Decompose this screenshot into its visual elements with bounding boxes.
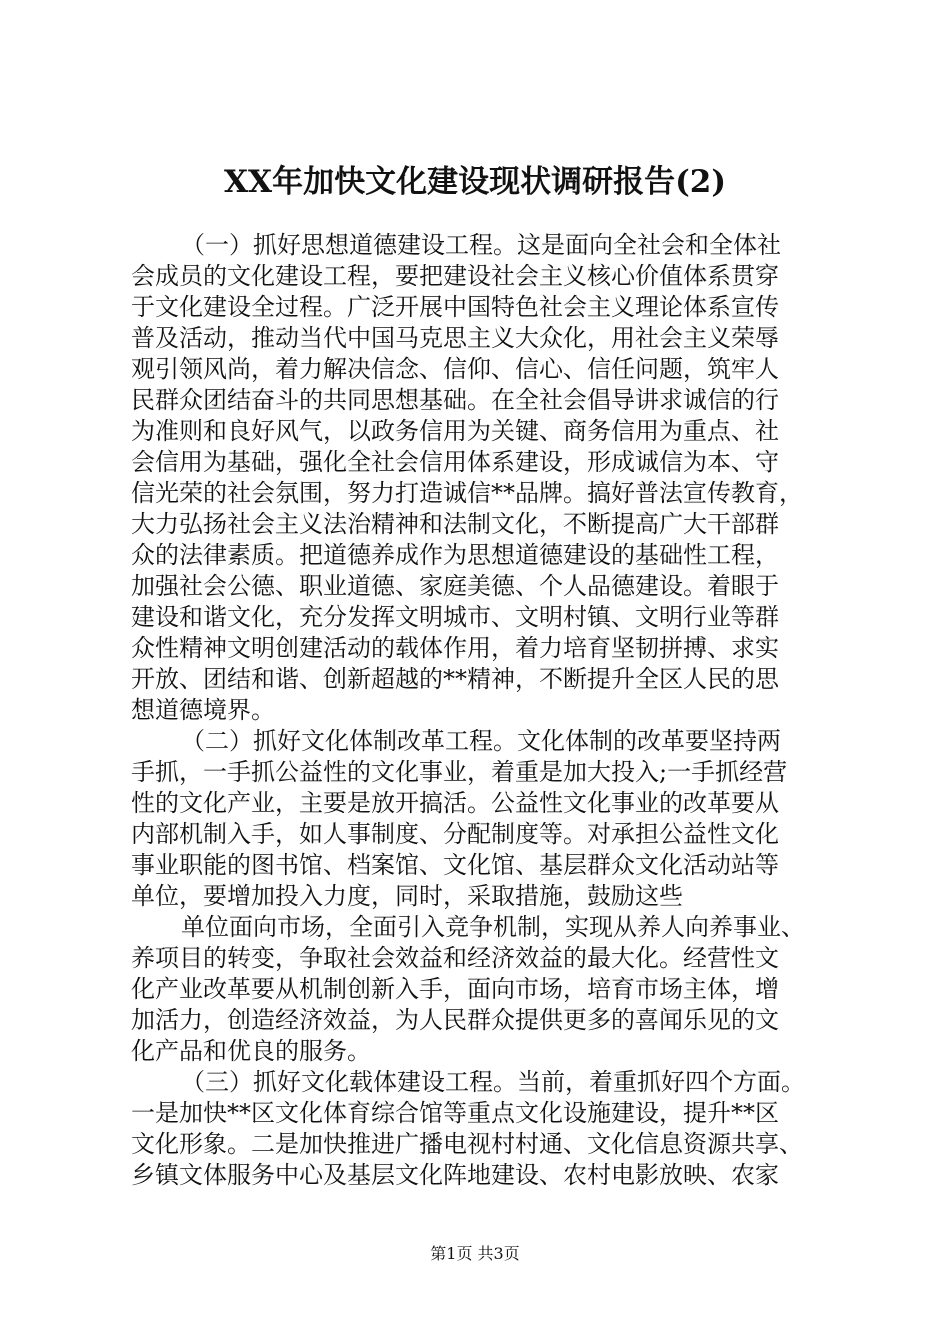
paragraph-1-line-9: 信光荣的社会氛围，努力打造诚信**品牌。搞好普法宣传教育， [131,479,803,507]
paragraph-2-line-3: 性的文化产业，主要是放开搞活。公益性文化事业的改革要从 [131,789,779,817]
paragraph-1-line-16: 想道德境界。 [131,696,275,724]
paragraph-1-line-6: 民群众团结奋斗的共同思想基础。在全社会倡导讲求诚信的行 [131,386,779,414]
paragraph-4-line-4: 乡镇文体服务中心及基层文化阵地建设、农村电影放映、农家 [131,1161,779,1189]
paragraph-1-line-8: 会信用为基础，强化全社会信用体系建设，形成诚信为本、守 [131,448,779,476]
page-number-footer: 第1页 共3页 [430,1244,520,1263]
paragraph-1-line-7: 为准则和良好风气，以政务信用为关键、商务信用为重点、社 [131,417,779,445]
paragraph-4-line-2: 一是加快**区文化体育综合馆等重点文化设施建设，提升**区 [131,1099,779,1127]
paragraph-1-line-14: 众性精神文明创建活动的载体作用，着力培育坚韧拼搏、求实 [131,634,779,662]
document-title: XX年加快文化建设现状调研报告(2) [223,164,726,200]
paragraph-3-line-5: 化产品和优良的服务。 [131,1037,371,1065]
paragraph-2-line-4: 内部机制入手，如人事制度、分配制度等。对承担公益性文化 [131,820,779,848]
paragraph-1-line-10: 大力弘扬社会主义法治精神和法制文化，不断提高广大干部群 [131,510,779,538]
paragraph-4-line-3: 文化形象。二是加快推进广播电视村村通、文化信息资源共享、 [131,1130,803,1158]
paragraph-2-line-2: 手抓，一手抓公益性的文化事业，着重是加大投入;一手抓经营 [131,758,788,786]
paragraph-1-line-11: 众的法律素质。把道德养成作为思想道德建设的基础性工程， [131,541,779,569]
paragraph-1-line-15: 开放、团结和谐、创新超越的**精神，不断提升全区人民的思 [131,665,779,693]
paragraph-3-line-4: 加活力，创造经济效益，为人民群众提供更多的喜闻乐见的文 [131,1006,779,1034]
paragraph-2-line-1: （二）抓好文化体制改革工程。文化体制的改革要坚持两 [181,727,781,755]
paragraph-1-line-4: 普及活动，推动当代中国马克思主义大众化，用社会主义荣辱 [131,324,779,352]
paragraph-1-line-13: 建设和谐文化，充分发挥文明城市、文明村镇、文明行业等群 [131,603,779,631]
paragraph-2-line-5: 事业职能的图书馆、档案馆、文化馆、基层群众文化活动站等 [131,851,779,879]
paragraph-1-line-12: 加强社会公德、职业道德、家庭美德、个人品德建设。着眼于 [131,572,779,600]
paragraph-1-line-5: 观引领风尚，着力解决信念、信仰、信心、信任问题，筑牢人 [131,355,779,383]
document-body [131,230,831,1191]
paragraph-3-line-2: 养项目的转变，争取社会效益和经济效益的最大化。经营性文 [131,944,779,972]
paragraph-1-line-3: 于文化建设全过程。广泛开展中国特色社会主义理论体系宣传 [131,293,779,321]
paragraph-2-line-6: 单位，要增加投入力度，同时，采取措施，鼓励这些 [131,882,683,910]
paragraph-3-line-3: 化产业改革要从机制创新入手，面向市场，培育市场主体，增 [131,975,779,1003]
paragraph-1-line-2: 会成员的文化建设工程，要把建设社会主义核心价值体系贯穿 [131,262,779,290]
paragraph-3-line-1: 单位面向市场，全面引入竞争机制，实现从养人向养事业、 [181,913,805,941]
paragraph-4-line-1: （三）抓好文化载体建设工程。当前，着重抓好四个方面。 [181,1068,805,1096]
paragraph-1-line-1: （一）抓好思想道德建设工程。这是面向全社会和全体社 [181,231,781,259]
